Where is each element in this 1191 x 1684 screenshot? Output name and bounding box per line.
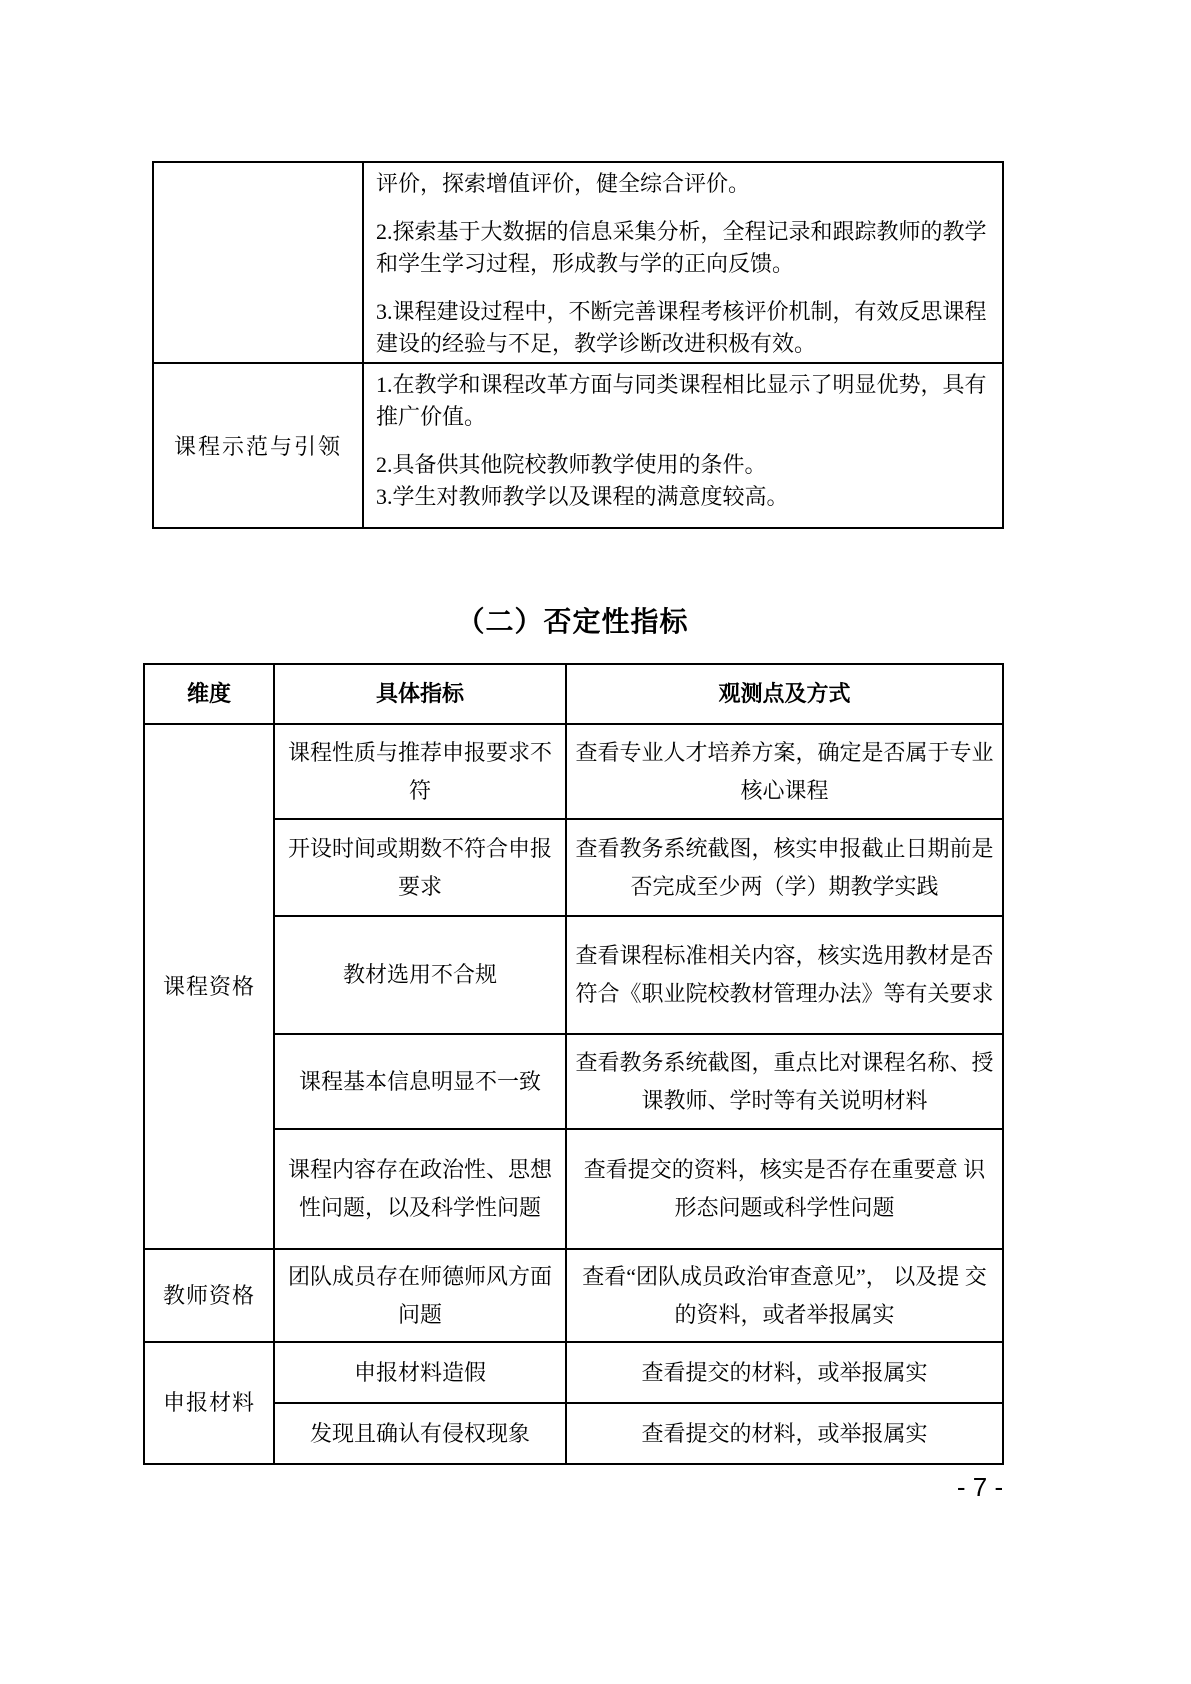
criteria-cell	[363, 363, 1003, 528]
header-cell-indicator: 具体指标	[274, 664, 566, 724]
observation-cell: 查看专业人才培养方案，确定是否属于专业核心课程	[566, 724, 1003, 819]
observation-cell: 查看提交的材料，或举报属实	[566, 1342, 1003, 1403]
criteria-paragraph: 2.探索基于大数据的信息采集分析，全程记录和跟踪教师的教学和学生学习过程，形成教与学的正向反馈。	[376, 219, 987, 276]
table-row	[144, 1342, 1003, 1403]
criteria-paragraph: 3.学生对教师教学以及课程的满意度较高。	[376, 484, 789, 509]
indicator-cell: 教材选用不合规	[274, 916, 566, 1034]
dimension-cell-materials: 申报材料	[144, 1342, 274, 1464]
indicator-cell: 开设时间或期数不符合申报要求	[274, 819, 566, 916]
dimension-cell-teacher: 教师资格	[144, 1249, 274, 1342]
section-heading: （二）否定性指标	[456, 606, 689, 637]
observation-cell: 查看教务系统截图，重点比对课程名称、授课教师、学时等有关说明材料	[566, 1034, 1003, 1129]
table-row	[153, 363, 1003, 528]
criteria-cell	[363, 162, 1003, 363]
header-cell-dimension: 维度	[144, 664, 274, 724]
page-number: - 7 -	[956, 1472, 1004, 1502]
header-cell-observation: 观测点及方式	[566, 664, 1003, 724]
indicator-cell: 课程性质与推荐申报要求不符	[274, 724, 566, 819]
indicator-cell: 课程内容存在政治性、思想性问题，以及科学性问题	[274, 1129, 566, 1249]
observation-cell: 查看教务系统截图，核实申报截止日期前是否完成至少两（学）期教学实践	[566, 819, 1003, 916]
table-row	[153, 162, 1003, 363]
indicator-cell: 团队成员存在师德师风方面问题	[274, 1249, 566, 1342]
observation-cell: 查看提交的资料，核实是否存在重要意 识形态问题或科学性问题	[566, 1129, 1003, 1249]
continuation-table	[152, 161, 1004, 529]
indicator-cell: 申报材料造假	[274, 1342, 566, 1403]
criteria-paragraph: 2.具备供其他院校教师教学使用的条件。	[376, 452, 767, 477]
table-row	[144, 724, 1003, 819]
indicator-cell: 课程基本信息明显不一致	[274, 1034, 566, 1129]
observation-cell: 查看课程标准相关内容，核实选用教材是否符合《职业院校教材管理办法》等有关要求	[566, 916, 1003, 1034]
negative-indicators-table	[143, 663, 1004, 1465]
observation-cell: 查看提交的材料，或举报属实	[566, 1403, 1003, 1464]
dimension-cell: 课程示范与引领	[153, 363, 363, 528]
table-header-row	[144, 664, 1003, 724]
observation-cell: 查看“团队成员政治审查意见”， 以及提 交的资料，或者举报属实	[566, 1249, 1003, 1342]
table-row	[144, 1249, 1003, 1342]
dimension-cell-empty	[153, 162, 363, 363]
dimension-cell-course: 课程资格	[144, 724, 274, 1249]
criteria-paragraph: 1.在教学和课程改革方面与同类课程相比显示了明显优势，具有推广价值。	[376, 372, 987, 429]
indicator-cell: 发现且确认有侵权现象	[274, 1403, 566, 1464]
criteria-paragraph: 3.课程建设过程中，不断完善课程考核评价机制，有效反思课程建设的经验与不足，教学诊断改进积极有效。	[376, 299, 987, 356]
criteria-paragraph: 评价，探索增值评价，健全综合评价。	[376, 171, 751, 196]
